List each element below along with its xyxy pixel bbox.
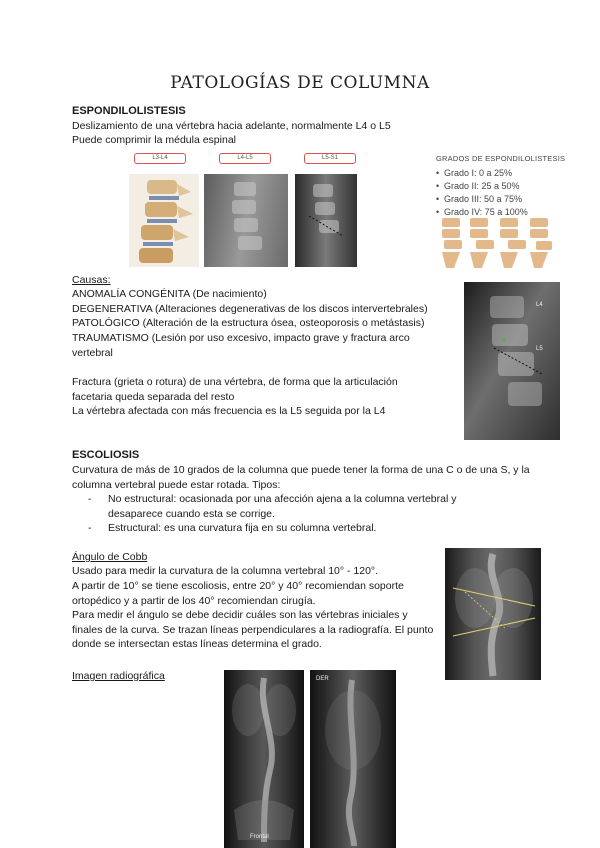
scoliosis-types-list [72,492,492,536]
cobb-text: A partir de 10° se tiene escoliosis, entre 20° y 40° recomiendan soporte ortopédico y a partir de los 40° recomiendan cirugía. [72,580,404,607]
fracture-text: Fractura (grieta o rotura) de una vértebra, de forma que la articulación facetaria queda separada del resto [72,376,398,403]
cause-item: TRAUMATISMO (Lesión por uso excesivo, impacto grave y fractura arco vertebral [72,332,410,359]
tag-l5-s1: L5-S1 [304,153,356,164]
xray-lateral [310,670,396,848]
xray-label-l4: L4 [536,302,543,308]
section-heading-escoliosis: ESCOLIOSIS [72,449,140,461]
grade-item: • Grado IV: 75 a 100% [436,206,586,219]
xray-lumbar-lateral-2 [295,174,357,267]
grades-illustration [438,214,554,270]
xray-lumbar-lateral-1 [204,174,288,267]
xray-spondylolisthesis [464,282,560,440]
cobb-text: Usado para medir la curvatura de la columna vertebral 10° - 120°. [72,565,379,577]
grades-title: GRADOS DE ESPONDILOLISTESIS [436,154,566,163]
cobb-angle-label: Ángulo de Cobb [72,551,148,563]
spine-model-image [129,174,199,267]
page-title: PATOLOGÍAS DE COLUMNA [170,73,430,93]
list-item: - Estructural: es una curvatura fija en su columna vertebral. [72,521,492,536]
espondilolistesis-definition: Deslizamiento de una vértebra hacia adelante, normalmente L4 o L5 [72,120,391,132]
section-heading-espondilolistesis: ESPONDILOLISTESIS [72,105,186,117]
espondilolistesis-note: Puede comprimir la médula espinal [72,134,236,146]
xray-tag-der: DER [316,676,329,682]
tag-l3-l4: L3-L4 [134,153,186,164]
escoliosis-definition: Curvatura de más de 10 grados de la columna que puede tener la forma de una C o de una S, y la columna vertebral puede estar rotada. Tipos: [72,464,530,491]
cobb-text: Para medir el ángulo se debe decidir cuáles son las vértebras iniciales y finales de la curva. Se trazan líneas perpendiculares a la radiografía. El punto donde se intersectan estas líneas determina el grado. [72,609,434,650]
grade-item: • Grado I: 0 a 25% [436,167,586,180]
most-common-text: La vértebra afectada con más frecuencia es la L5 seguida por la L4 [72,405,386,417]
spondylolisthesis-grades [436,152,586,219]
cause-item: DEGENERATIVA (Alteraciones degenerativas de los discos intervertebrales) [72,303,428,315]
tag-l4-l5: L4-L5 [219,153,271,164]
cause-item: ANOMALÍA CONGÉNITA (De nacimiento) [72,288,267,300]
grade-item: • Grado II: 25 a 50% [436,180,586,193]
xray-tag-frontal: Frontal [250,833,269,840]
xray-frontal [224,670,304,848]
cause-item: PATOLÓGICO (Alteración de la estructura ósea, osteoporosis o metástasis) [72,317,425,329]
grade-item: • Grado III: 50 a 75% [436,193,586,206]
xray-label-l5: L5 [536,346,543,352]
list-item: - No estructural: ocasionada por una afección ajena a la columna vertebral y desaparece cuando esta se corrige. [72,492,492,521]
xray-cobb-angle [445,548,541,680]
radiographic-image-label: Imagen radiográfica [72,670,165,682]
causes-label: Causas: [72,274,111,286]
